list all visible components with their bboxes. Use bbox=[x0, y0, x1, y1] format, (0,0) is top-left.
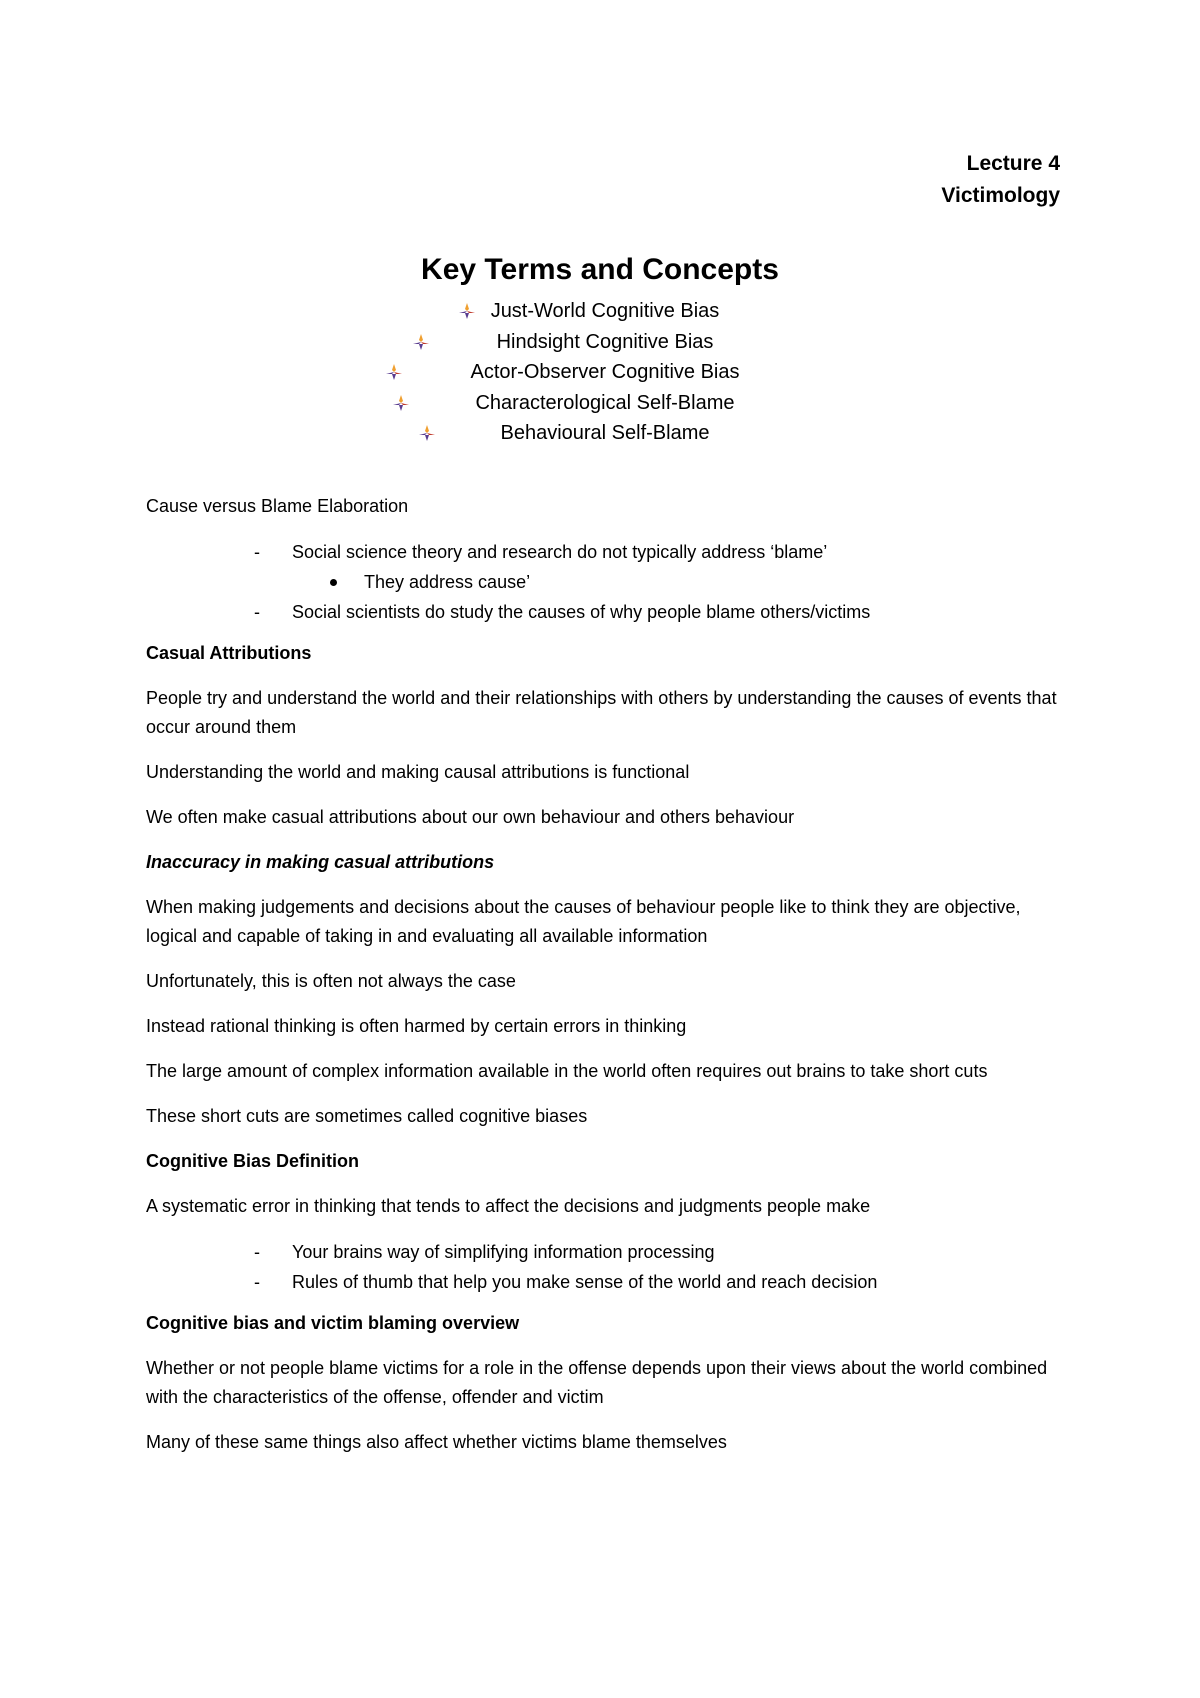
paragraph: We often make casual attributions about our own behaviour and others behaviour bbox=[146, 807, 795, 827]
key-term-label: Hindsight Cognitive Bias bbox=[496, 330, 714, 353]
key-term-item bbox=[0, 418, 1200, 449]
key-term-label: Actor-Observer Cognitive Bias bbox=[470, 361, 740, 383]
dash-bullet: - bbox=[254, 542, 260, 562]
paragraph: Many of these same things also affect whether victims blame themselves bbox=[146, 1432, 727, 1452]
four-point-star-arrow-icon bbox=[458, 302, 476, 320]
key-term-item bbox=[0, 388, 1200, 419]
list-item: - Rules of thumb that help you make sense of the world and reach decision bbox=[146, 1267, 1066, 1297]
lecture-number: Lecture 4 bbox=[966, 152, 1060, 175]
key-term-item bbox=[0, 327, 1200, 358]
dash-bullet: - bbox=[254, 602, 260, 622]
paragraph: The large amount of complex information available in the world often requires out brains to take short cuts bbox=[146, 1061, 988, 1081]
casual-attributions-heading: Casual Attributions bbox=[146, 643, 312, 663]
cause-blame-heading: Cause versus Blame Elaboration bbox=[146, 496, 409, 516]
dash-bullet: - bbox=[254, 1272, 260, 1292]
document-header bbox=[941, 148, 1060, 212]
paragraph: Unfortunately, this is often not always the case bbox=[146, 971, 516, 991]
four-point-star-arrow-icon bbox=[392, 394, 410, 412]
dash-bullet: - bbox=[254, 1242, 260, 1262]
key-term-item bbox=[0, 357, 1200, 388]
document-body bbox=[146, 492, 1066, 1473]
key-term-label: Characterological Self-Blame bbox=[475, 391, 735, 414]
dot-bullet-icon bbox=[330, 579, 337, 586]
inaccuracy-heading: Inaccuracy in making casual attributions bbox=[146, 852, 495, 872]
list-item: They address cause’ bbox=[146, 567, 1066, 597]
cause-blame-points bbox=[146, 537, 1066, 627]
paragraph: People try and understand the world and their relationships with others by understanding the causes of events that occur around them bbox=[146, 688, 1057, 737]
four-point-star-arrow-icon bbox=[412, 333, 430, 351]
paragraph: Understanding the world and making causal attributions is functional bbox=[146, 762, 690, 782]
paragraph: A systematic error in thinking that tends to affect the decisions and judgments people make bbox=[146, 1196, 871, 1216]
definition-points bbox=[146, 1237, 1066, 1297]
key-term-item bbox=[0, 296, 1200, 327]
course-name: Victimology bbox=[941, 184, 1060, 207]
four-point-star-arrow-icon bbox=[418, 424, 436, 442]
paragraph: These short cuts are sometimes called cognitive biases bbox=[146, 1106, 588, 1126]
key-term-label: Behavioural Self-Blame bbox=[500, 422, 710, 444]
list-item: - Your brains way of simplifying information processing bbox=[146, 1237, 1066, 1267]
list-item: - Social scientists do study the causes of why people blame others/victims bbox=[146, 597, 1066, 627]
paragraph: When making judgements and decisions about the causes of behaviour people like to think they are objective, logical and capable of taking in and evaluating all available information bbox=[146, 897, 1021, 946]
key-terms-title: Key Terms and Concepts bbox=[421, 253, 779, 286]
key-terms-list bbox=[0, 296, 1200, 449]
overview-heading: Cognitive bias and victim blaming overview bbox=[146, 1313, 520, 1333]
four-point-star-arrow-icon bbox=[385, 363, 403, 381]
key-term-label: Just-World Cognitive Bias bbox=[490, 300, 720, 322]
paragraph: Instead rational thinking is often harmed by certain errors in thinking bbox=[146, 1016, 687, 1036]
list-item: - Social science theory and research do not typically address ‘blame’ bbox=[146, 537, 1066, 567]
paragraph: Whether or not people blame victims for a role in the offense depends upon their views about the world combined with the characteristics of the offense, offender and victim bbox=[146, 1358, 1048, 1407]
definition-heading: Cognitive Bias Definition bbox=[146, 1151, 360, 1171]
